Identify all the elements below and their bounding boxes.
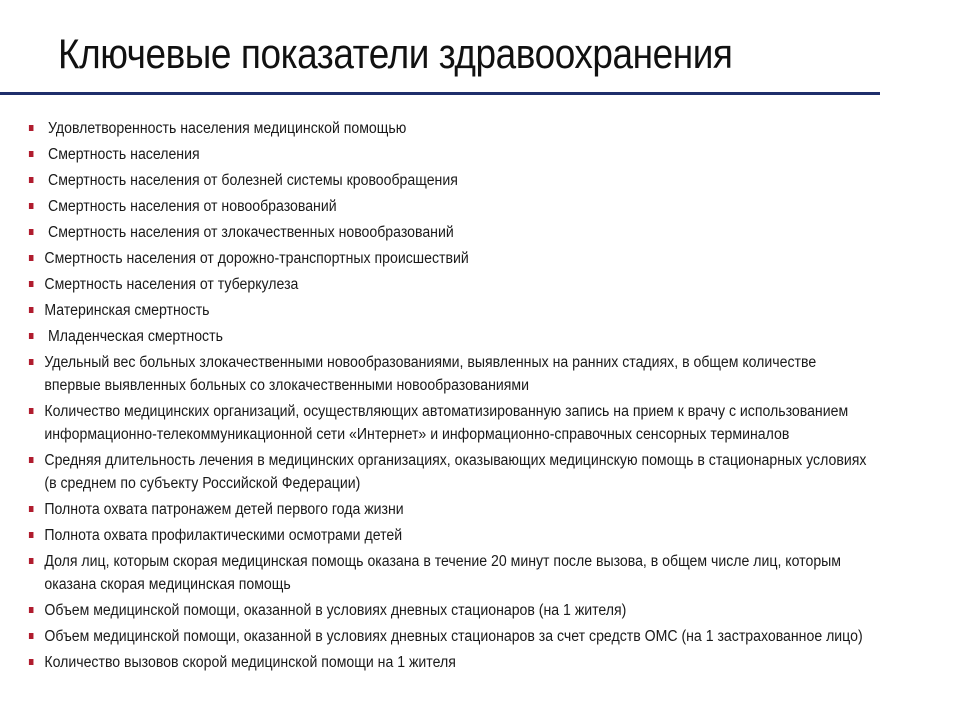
list-item-text: Смертность населения от новообразований (48, 198, 337, 215)
list-item-text: Удовлетворенность населения медицинской помощью (48, 120, 407, 137)
list-item (28, 625, 960, 648)
list-item-text: Удельный вес больных злокачественными новообразованиями, выявленных на ранних стадиях, в общем количестве (44, 354, 817, 371)
bullet-square-icon (29, 151, 34, 157)
bullet-square-icon (29, 633, 34, 639)
list-item-text: Объем медицинской помощи, оказанной в условиях дневных стационаров (на 1 жителя) (44, 602, 627, 619)
list-item (28, 273, 960, 296)
bullet-square-icon (29, 408, 34, 414)
bullet-square-icon (29, 359, 34, 365)
bullet-square-icon (29, 125, 34, 131)
title-underline (0, 92, 880, 95)
list-item-text: Средняя длительность лечения в медицинских организациях, оказывающих медицинскую помощь в стационарных условиях (44, 452, 867, 469)
list-item-text: Доля лиц, которым скорая медицинская помощь оказана в течение 20 минут после вызова, в общем числе лиц, которым (44, 553, 841, 570)
list-item-text: Полнота охвата патронажем детей первого года жизни (44, 501, 404, 518)
list-item (28, 400, 960, 446)
list-item (28, 351, 960, 397)
list-item-text: Смертность населения от злокачественных новообразований (48, 224, 454, 241)
bullet-square-icon (29, 532, 34, 538)
list-item (28, 524, 960, 547)
bullet-square-icon (29, 229, 34, 235)
bullet-square-icon (29, 307, 34, 313)
bullet-square-icon (29, 255, 34, 261)
bullet-square-icon (29, 333, 34, 339)
list-item-text-continued: (в среднем по субъекту Российской Федерации) (44, 475, 361, 492)
bullet-square-icon (29, 558, 34, 564)
list-item-text: Смертность населения от туберкулеза (44, 276, 299, 293)
list-item-text: Смертность населения от болезней системы кровообращения (48, 172, 458, 189)
bullet-square-icon (29, 506, 34, 512)
list-item-text-continued: впервые выявленных больных со злокачественными новообразованиями (44, 377, 530, 394)
list-item-text: Материнская смертность (44, 302, 210, 319)
slide-title: Ключевые показатели здравоохранения (58, 30, 733, 77)
list-item-text-continued: оказана скорая медицинская помощь (44, 576, 291, 593)
list-item-text: Количество медицинских организаций, осуществляющих автоматизированную запись на прием к врачу с использованием (44, 403, 849, 420)
list-item-text-continued: информационно-телекоммуникационной сети «Интернет» и информационно-справочных сенсорных терминалов (44, 426, 790, 443)
list-item-text: Младенческая смертность (48, 328, 223, 345)
list-item-text: Смертность населения от дорожно-транспортных происшествий (44, 250, 469, 267)
list-item (28, 169, 960, 192)
bullet-square-icon (29, 203, 34, 209)
list-item-text: Смертность населения (48, 146, 200, 163)
bullet-square-icon (29, 659, 34, 665)
list-item (28, 498, 960, 521)
list-item-text: Объем медицинской помощи, оказанной в условиях дневных стационаров за счет средств ОМС (на 1 застрахованное лицо) (44, 628, 863, 645)
list-item-text: Количество вызовов скорой медицинской помощи на 1 жителя (44, 654, 456, 671)
indicator-list (28, 117, 953, 677)
list-item (28, 299, 960, 322)
list-item (28, 325, 960, 348)
list-item (28, 449, 960, 495)
bullet-square-icon (29, 457, 34, 463)
list-item (28, 221, 960, 244)
list-item (28, 599, 960, 622)
bullet-square-icon (29, 281, 34, 287)
bullet-square-icon (29, 607, 34, 613)
list-item (28, 117, 960, 140)
list-item (28, 550, 960, 596)
list-item (28, 247, 960, 270)
list-item (28, 195, 960, 218)
list-item-text: Полнота охвата профилактическими осмотрами детей (44, 527, 403, 544)
list-item (28, 651, 960, 674)
bullet-square-icon (29, 177, 34, 183)
list-item (28, 143, 960, 166)
